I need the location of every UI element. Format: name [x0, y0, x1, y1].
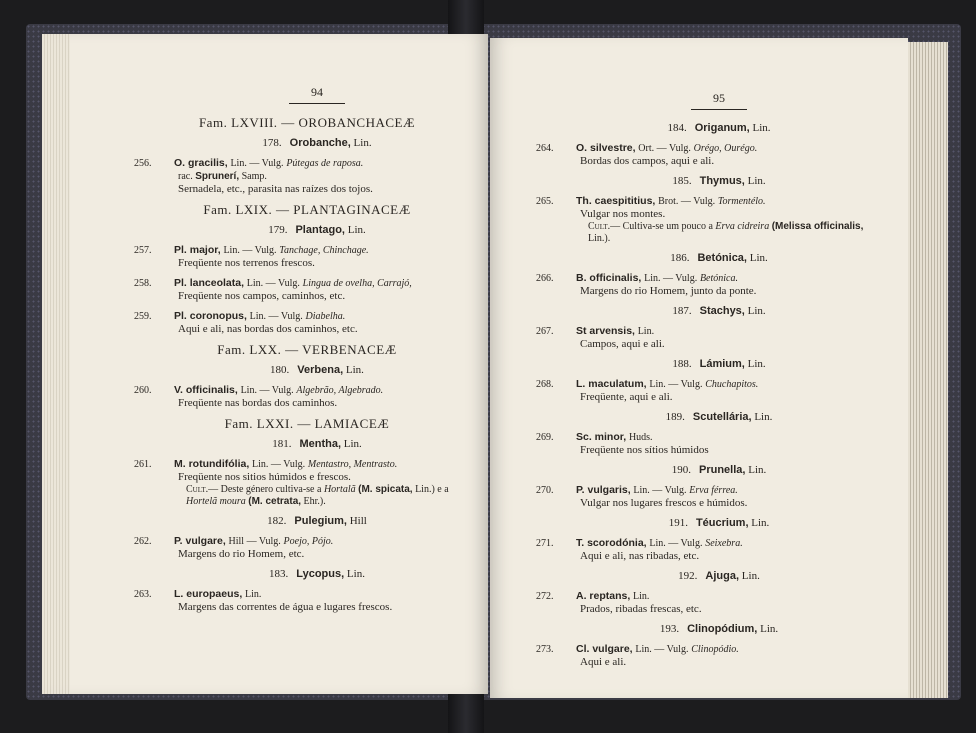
- page-number-rule: [691, 109, 747, 110]
- species-author: Lin. — Vulg.: [246, 278, 300, 289]
- cultivation-text: — Deste género cultiva-se a: [208, 484, 322, 495]
- habitat-note: Prados, ribadas frescas, etc.: [580, 603, 702, 615]
- family-heading: Fam. LXX. — VERBENACEÆ: [217, 342, 397, 357]
- genus-name: Stachys,: [699, 305, 745, 317]
- vernacular-name: Seixebra.: [705, 538, 743, 549]
- species-name: M. rotundifólia,: [174, 458, 250, 470]
- right-page-edges: [908, 42, 948, 698]
- genus-author: Lin.: [754, 411, 773, 423]
- genus-number: 181.: [272, 438, 292, 450]
- habitat-note: Freqüente nas bordas dos caminhos.: [178, 397, 338, 409]
- vernacular-name: Tormentélo.: [717, 196, 766, 207]
- vernacular-name: Tanchage, Chinchage.: [279, 245, 369, 256]
- vernacular-name: Chuchapitos.: [705, 379, 759, 390]
- species-name: V. officinalis,: [174, 384, 238, 396]
- genus-heading: [152, 224, 482, 237]
- genus-heading: [152, 364, 482, 377]
- species-author: Lin. — Vulg.: [252, 459, 306, 470]
- entry-number: 273.: [536, 644, 554, 655]
- genus-number: 179.: [268, 224, 288, 236]
- entry-number: 267.: [536, 326, 554, 337]
- species-entry: [536, 431, 884, 457]
- species-entry: [134, 277, 482, 303]
- genus-name: Scutellária,: [692, 411, 752, 423]
- cultivation-label: Cult.: [588, 221, 611, 232]
- genus-name: Clinopódium,: [687, 623, 758, 635]
- subspecies-line: [174, 170, 482, 183]
- genus-name: Verbena,: [297, 364, 344, 376]
- cultivated-vernacular: Hortalã: [323, 484, 356, 495]
- genus-heading: [554, 122, 884, 135]
- habitat-note: Sernadela, etc., parasita nas raízes dos tojos.: [178, 183, 373, 195]
- genus-author: Lin.: [741, 570, 760, 582]
- genus-number: 191.: [668, 517, 688, 529]
- genus-name: Lámium,: [699, 358, 745, 370]
- species-entry: [536, 195, 884, 245]
- vernacular-name: Poejo, Pójo.: [283, 536, 334, 547]
- genus-number: 180.: [270, 364, 290, 376]
- genus-heading: [554, 411, 884, 424]
- species-name: T. scorodónia,: [576, 537, 647, 549]
- genus-heading: [554, 570, 884, 583]
- vernacular-name: Erva férrea.: [689, 485, 738, 496]
- vernacular-name: Pútegas de raposa.: [286, 158, 364, 169]
- genus-author: Lin.: [346, 568, 365, 580]
- cultivation-text: Ehr.).: [303, 496, 326, 507]
- genus-author: Hill: [349, 515, 367, 527]
- genus-heading: [554, 517, 884, 530]
- genus-name: Pulegium,: [294, 515, 347, 527]
- species-entry: [134, 244, 482, 270]
- genus-number: 186.: [670, 252, 690, 264]
- genus-number: 190.: [671, 464, 691, 476]
- genus-name: Mentha,: [299, 438, 342, 450]
- species-name: Pl. major,: [174, 244, 221, 256]
- species-author: Lin. — Vulg.: [249, 311, 303, 322]
- cultivation-text: — Cultiva-se um pouco a: [610, 221, 713, 232]
- species-name: P. vulgare,: [174, 535, 226, 547]
- vernacular-name: Clinopódio.: [691, 644, 739, 655]
- habitat-note: Freqüente nos campos, caminhos, etc.: [178, 290, 346, 302]
- entry-number: 263.: [134, 589, 152, 600]
- vernacular-name: Lingua de ovelha, Carrajó,: [302, 278, 412, 289]
- page-number-right: 95: [713, 91, 725, 105]
- genus-name: Ajuga,: [705, 570, 740, 582]
- species-entry: [536, 378, 884, 404]
- genus-heading: [554, 252, 884, 265]
- genus-name: Plantago,: [295, 224, 345, 236]
- genus-author: Lin.: [747, 358, 766, 370]
- cultivation-note: [174, 484, 482, 508]
- entry-number: 265.: [536, 196, 554, 207]
- vernacular-name: Mentastro, Mentrasto.: [307, 459, 398, 470]
- species-entry: [536, 537, 884, 563]
- genus-name: Téucrium,: [695, 517, 749, 529]
- habitat-note: Aqui e ali, nas ribadas, etc.: [580, 550, 700, 562]
- species-entry: [536, 590, 884, 616]
- habitat-note: Margens do rio Homem, etc.: [178, 548, 305, 560]
- vernacular-name: Algebrão, Algebrado.: [296, 385, 384, 396]
- page-number-rule: [289, 103, 345, 104]
- entry-number: 256.: [134, 158, 152, 169]
- page-number-left: 94: [311, 85, 323, 99]
- species-entry: [134, 310, 482, 336]
- habitat-note: Bordas dos campos, aqui e ali.: [580, 155, 715, 167]
- cultivated-vernacular: Hortelã moura: [186, 496, 246, 507]
- genus-heading: [554, 358, 884, 371]
- entry-number: 261.: [134, 459, 152, 470]
- species-name: O. silvestre,: [576, 142, 636, 154]
- species-name: A. reptans,: [576, 590, 631, 602]
- habitat-note: Margens do rio Homem, junto da ponte.: [580, 285, 757, 297]
- species-name: Sc. minor,: [576, 431, 627, 443]
- habitat-note: Margens das correntes de água e lugares frescos.: [178, 601, 393, 613]
- species-author: Lin. — Vulg.: [230, 158, 284, 169]
- cultivation-label: Cult.: [186, 484, 209, 495]
- left-page: [42, 34, 488, 694]
- right-page: [490, 38, 908, 698]
- cultivation-text: Lin.) e a: [415, 484, 449, 495]
- vernacular-name: Diabelha.: [305, 311, 346, 322]
- subspecies-name: Sprunerí,: [195, 171, 240, 182]
- species-author: Lin. — Vulg.: [223, 245, 277, 256]
- species-name: Pl. lanceolata,: [174, 277, 245, 289]
- entry-number: 262.: [134, 536, 152, 547]
- genus-name: Betónica,: [697, 252, 747, 264]
- species-name: L. maculatum,: [576, 378, 647, 390]
- subspecies-prefix: rac.: [178, 171, 193, 182]
- genus-author: Lin.: [752, 122, 771, 134]
- genus-heading: [152, 568, 482, 581]
- habitat-note: Aqui e ali.: [580, 656, 627, 668]
- vernacular-name: Betónica.: [699, 273, 738, 284]
- cultivated-species: (Melissa officinalis,: [771, 221, 864, 232]
- species-author: Huds.: [628, 432, 653, 443]
- habitat-note: Freqüente, aqui e ali.: [580, 391, 673, 403]
- entry-number: 264.: [536, 143, 554, 154]
- species-name: B. officinalis,: [576, 272, 642, 284]
- genus-heading: [554, 175, 884, 188]
- left-page-edges: [42, 34, 70, 694]
- species-author: Ort. — Vulg.: [638, 143, 691, 154]
- genus-heading: [554, 623, 884, 636]
- habitat-note: Vulgar nos lugares frescos e húmidos.: [580, 497, 748, 509]
- genus-name: Prunella,: [699, 464, 746, 476]
- genus-author: Lin.: [343, 438, 362, 450]
- family-heading: Fam. LXVIII. — OROBANCHACEÆ: [198, 115, 416, 130]
- habitat-note: Vulgar nos montes.: [580, 208, 666, 220]
- entry-number: 270.: [536, 485, 554, 496]
- genus-number: 188.: [672, 358, 692, 370]
- species-entry: [134, 535, 482, 561]
- species-entry: [536, 272, 884, 298]
- species-entry: [134, 157, 482, 196]
- genus-heading: [554, 464, 884, 477]
- entry-number: 257.: [134, 245, 152, 256]
- species-entry: [536, 484, 884, 510]
- species-name: Cl. vulgare,: [576, 643, 633, 655]
- habitat-note: Aqui e ali, nas bordas dos caminhos, etc.: [178, 323, 358, 335]
- species-author: Lin.: [245, 589, 262, 600]
- entry-number: 258.: [134, 278, 152, 289]
- genus-heading: [152, 137, 482, 150]
- species-entry: [134, 588, 482, 614]
- habitat-note: Campos, aqui e ali.: [580, 338, 665, 350]
- species-entry: [134, 384, 482, 410]
- genus-heading: [152, 438, 482, 451]
- genus-number: 187.: [672, 305, 692, 317]
- habitat-note: Freqüente nos sitios húmidos e frescos.: [178, 471, 351, 483]
- genus-name: Origanum,: [694, 122, 750, 134]
- cultivated-species: (M. cetrata,: [248, 496, 302, 507]
- species-entry: [536, 643, 884, 669]
- species-name: Pl. coronopus,: [174, 310, 247, 322]
- species-author: Brot. — Vulg.: [658, 196, 716, 207]
- cultivation-text: Lin.).: [588, 233, 611, 244]
- species-entry: [134, 458, 482, 508]
- species-author: Lin. — Vulg.: [633, 485, 687, 496]
- genus-author: Lin.: [345, 364, 364, 376]
- left-page-text: [134, 115, 482, 614]
- species-name: P. vulgaris,: [576, 484, 631, 496]
- family-heading: Fam. LXXI. — LAMIACEÆ: [224, 416, 390, 431]
- species-author: Lin. — Vulg.: [644, 273, 698, 284]
- species-author: Lin. — Vulg.: [635, 644, 689, 655]
- genus-author: Lin.: [347, 224, 366, 236]
- entry-number: 259.: [134, 311, 152, 322]
- species-author: Lin. — Vulg.: [649, 538, 703, 549]
- genus-number: 178.: [262, 137, 282, 149]
- genus-number: 193.: [659, 623, 680, 635]
- species-author: Lin. — Vulg.: [649, 379, 703, 390]
- genus-number: 184.: [667, 122, 687, 134]
- species-name: Th. caespititius,: [576, 195, 656, 207]
- species-author: Lin. — Vulg.: [240, 385, 294, 396]
- family-heading: Fam. LXIX. — PLANTAGINACEÆ: [203, 202, 411, 217]
- species-entry: [536, 325, 884, 351]
- subspecies-author: Samp.: [241, 171, 267, 182]
- genus-author: Lin.: [748, 464, 767, 476]
- species-name: O. gracilis,: [174, 157, 228, 169]
- habitat-note: Freqüente nos sítios húmidos: [580, 444, 709, 456]
- genus-number: 185.: [672, 175, 692, 187]
- cultivated-vernacular: Erva cidreira: [715, 221, 770, 232]
- right-page-content: [536, 91, 884, 676]
- entry-number: 272.: [536, 591, 554, 602]
- genus-name: Lycopus,: [296, 568, 345, 580]
- habitat-note: Freqüente nos terrenos frescos.: [178, 257, 315, 269]
- genus-author: Lin.: [751, 517, 770, 529]
- genus-number: 183.: [269, 568, 289, 580]
- genus-heading: [554, 305, 884, 318]
- genus-number: 189.: [665, 411, 685, 423]
- species-author: Lin.: [637, 326, 655, 337]
- genus-name: Thymus,: [699, 175, 745, 187]
- genus-author: Lin.: [749, 252, 768, 264]
- species-name: L. europaeus,: [174, 588, 243, 600]
- entry-number: 269.: [536, 432, 554, 443]
- entry-number: 260.: [134, 385, 152, 396]
- species-author: Hill — Vulg.: [228, 536, 281, 547]
- left-page-content: [134, 85, 482, 621]
- genus-number: 192.: [678, 570, 698, 582]
- species-entry: [536, 142, 884, 168]
- right-page-text: [536, 122, 884, 669]
- genus-author: Lin.: [760, 623, 779, 635]
- species-name: St arvensis,: [576, 325, 635, 337]
- genus-heading: [152, 515, 482, 528]
- cultivated-species: (M. spicata,: [358, 484, 413, 495]
- genus-name: Orobanche,: [289, 137, 351, 149]
- genus-author: Lin.: [353, 137, 372, 149]
- cultivation-note: [576, 221, 884, 245]
- entry-number: 271.: [536, 538, 554, 549]
- vernacular-name: Orégo, Ourégo.: [693, 143, 758, 154]
- entry-number: 266.: [536, 273, 554, 284]
- genus-number: 182.: [267, 515, 287, 527]
- genus-author: Lin.: [747, 175, 766, 187]
- entry-number: 268.: [536, 379, 554, 390]
- species-author: Lin.: [633, 591, 650, 602]
- genus-author: Lin.: [747, 305, 766, 317]
